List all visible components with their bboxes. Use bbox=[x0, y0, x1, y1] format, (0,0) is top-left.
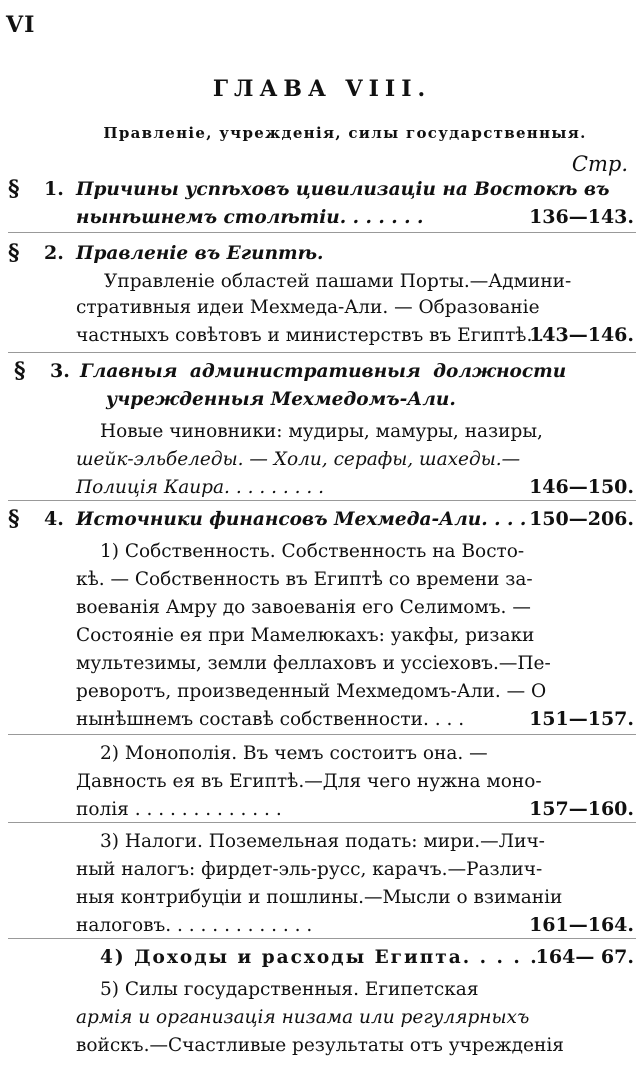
subsection-line: Давность ея въ Египтѣ.—Для чего нужна моно- bbox=[76, 771, 542, 792]
chapter-heading: ГЛАВА VIII. bbox=[212, 76, 432, 102]
section-body-line: Новые чиновники: мудиры, мамуры, назиры, bbox=[100, 421, 543, 442]
page-column-label: Стр. bbox=[571, 152, 628, 176]
subsection-line: налоговъ. . . . . . . . . . . . . bbox=[76, 915, 313, 936]
section-number: 2. bbox=[44, 242, 64, 264]
section-mark: § bbox=[14, 358, 26, 384]
subsection-line: воеванія Амру до завоеванія его Селимомъ. — bbox=[76, 597, 531, 618]
chapter-subtitle: Правленіе, учрежденія, силы государственныя. bbox=[103, 124, 587, 142]
page-range: 146—150. bbox=[529, 476, 634, 498]
subsection-line: реворотъ, произведенный Мехмедомъ-Али. — О bbox=[76, 681, 547, 702]
subsection-line: 3) Налоги. Поземельная подать: мири.—Лич- bbox=[100, 831, 545, 852]
section-number: 4. bbox=[44, 508, 64, 530]
subsection-line: 1) Собственность. Собственность на Восто- bbox=[100, 541, 525, 562]
divider bbox=[8, 938, 636, 939]
section-mark: § bbox=[8, 176, 20, 202]
subsection-line: ныя контрибуціи и пошлины.—Мысли о взиманіи bbox=[76, 887, 563, 908]
subsection-line: мультезимы, земли феллаховъ и уссіеховъ.—Пе- bbox=[76, 653, 551, 674]
page-range: 143—146. bbox=[529, 324, 634, 346]
subsection-line: 2) Монополія. Въ чемъ состоитъ она. — bbox=[100, 743, 488, 764]
section-mark: § bbox=[8, 240, 20, 266]
section-body-line: стративныя идеи Мехмеда-Али. — Образованіе bbox=[76, 297, 540, 318]
subsection-line: Состояніе ея при Мамелюкахъ: уакфы, ризаки bbox=[76, 625, 535, 646]
section-title-line: нынѣшнемъ столѣтіи. . . . . . . bbox=[76, 207, 424, 228]
subsection-line: войскъ.—Счастливые результаты отъ учрежденія bbox=[76, 1035, 564, 1056]
divider bbox=[8, 822, 636, 823]
section-body-line: Управленіе областей пашами Порты.—Админи- bbox=[104, 271, 572, 292]
page-range: 161—164. bbox=[529, 914, 634, 936]
divider bbox=[8, 500, 636, 501]
divider bbox=[8, 352, 636, 353]
subsection-line: нынѣшнемъ составѣ собственности. . . . bbox=[76, 709, 465, 730]
section-title-line: Источники финансовъ Мехмеда-Али. . . . bbox=[76, 509, 527, 530]
page-range: 151—157. bbox=[529, 708, 634, 730]
page-range: 164— 67. bbox=[535, 946, 634, 968]
subsection-line: кѣ. — Собственность въ Египтѣ со времени за- bbox=[76, 569, 533, 590]
section-mark: § bbox=[8, 506, 20, 532]
page-range: 157—160. bbox=[529, 798, 634, 820]
subsection-line: 5) Силы государственныя. Египетская bbox=[100, 979, 479, 1000]
divider bbox=[8, 232, 636, 233]
subsection-line: ный налогъ: фирдет-эль-русс, карачъ.—Различ- bbox=[76, 859, 543, 880]
subsection-line: 4) Доходы и расходы Египта. . . . . bbox=[100, 947, 539, 968]
page-number: VI bbox=[6, 12, 36, 38]
page-range: 136—143. bbox=[529, 206, 634, 228]
subsection-line: армія и организація низама или регулярныхъ bbox=[76, 1007, 530, 1028]
subsection-line: полія . . . . . . . . . . . . . bbox=[76, 799, 282, 820]
section-number: 1. bbox=[44, 178, 64, 200]
divider bbox=[8, 734, 636, 735]
section-title-line: Правленіе въ Египтѣ. bbox=[76, 243, 324, 264]
section-body-line: частныхъ совѣтовъ и министерствъ въ Египтѣ. . bbox=[76, 325, 545, 346]
section-body-line: Полиція Каира. . . . . . . . . bbox=[76, 477, 325, 498]
page-range: 150—206. bbox=[529, 508, 634, 530]
section-title-line: учрежденныя Мехмедомъ-Али. bbox=[106, 389, 456, 410]
section-body-line: шейк-эльбеледы. — Холи, серафы, шахеды.— bbox=[76, 449, 521, 470]
section-title-line: Главныя административныя должности bbox=[80, 361, 567, 382]
section-title-line: Причины успѣховъ цивилизаціи на Востокѣ въ bbox=[76, 179, 610, 200]
section-number: 3. bbox=[50, 360, 70, 382]
